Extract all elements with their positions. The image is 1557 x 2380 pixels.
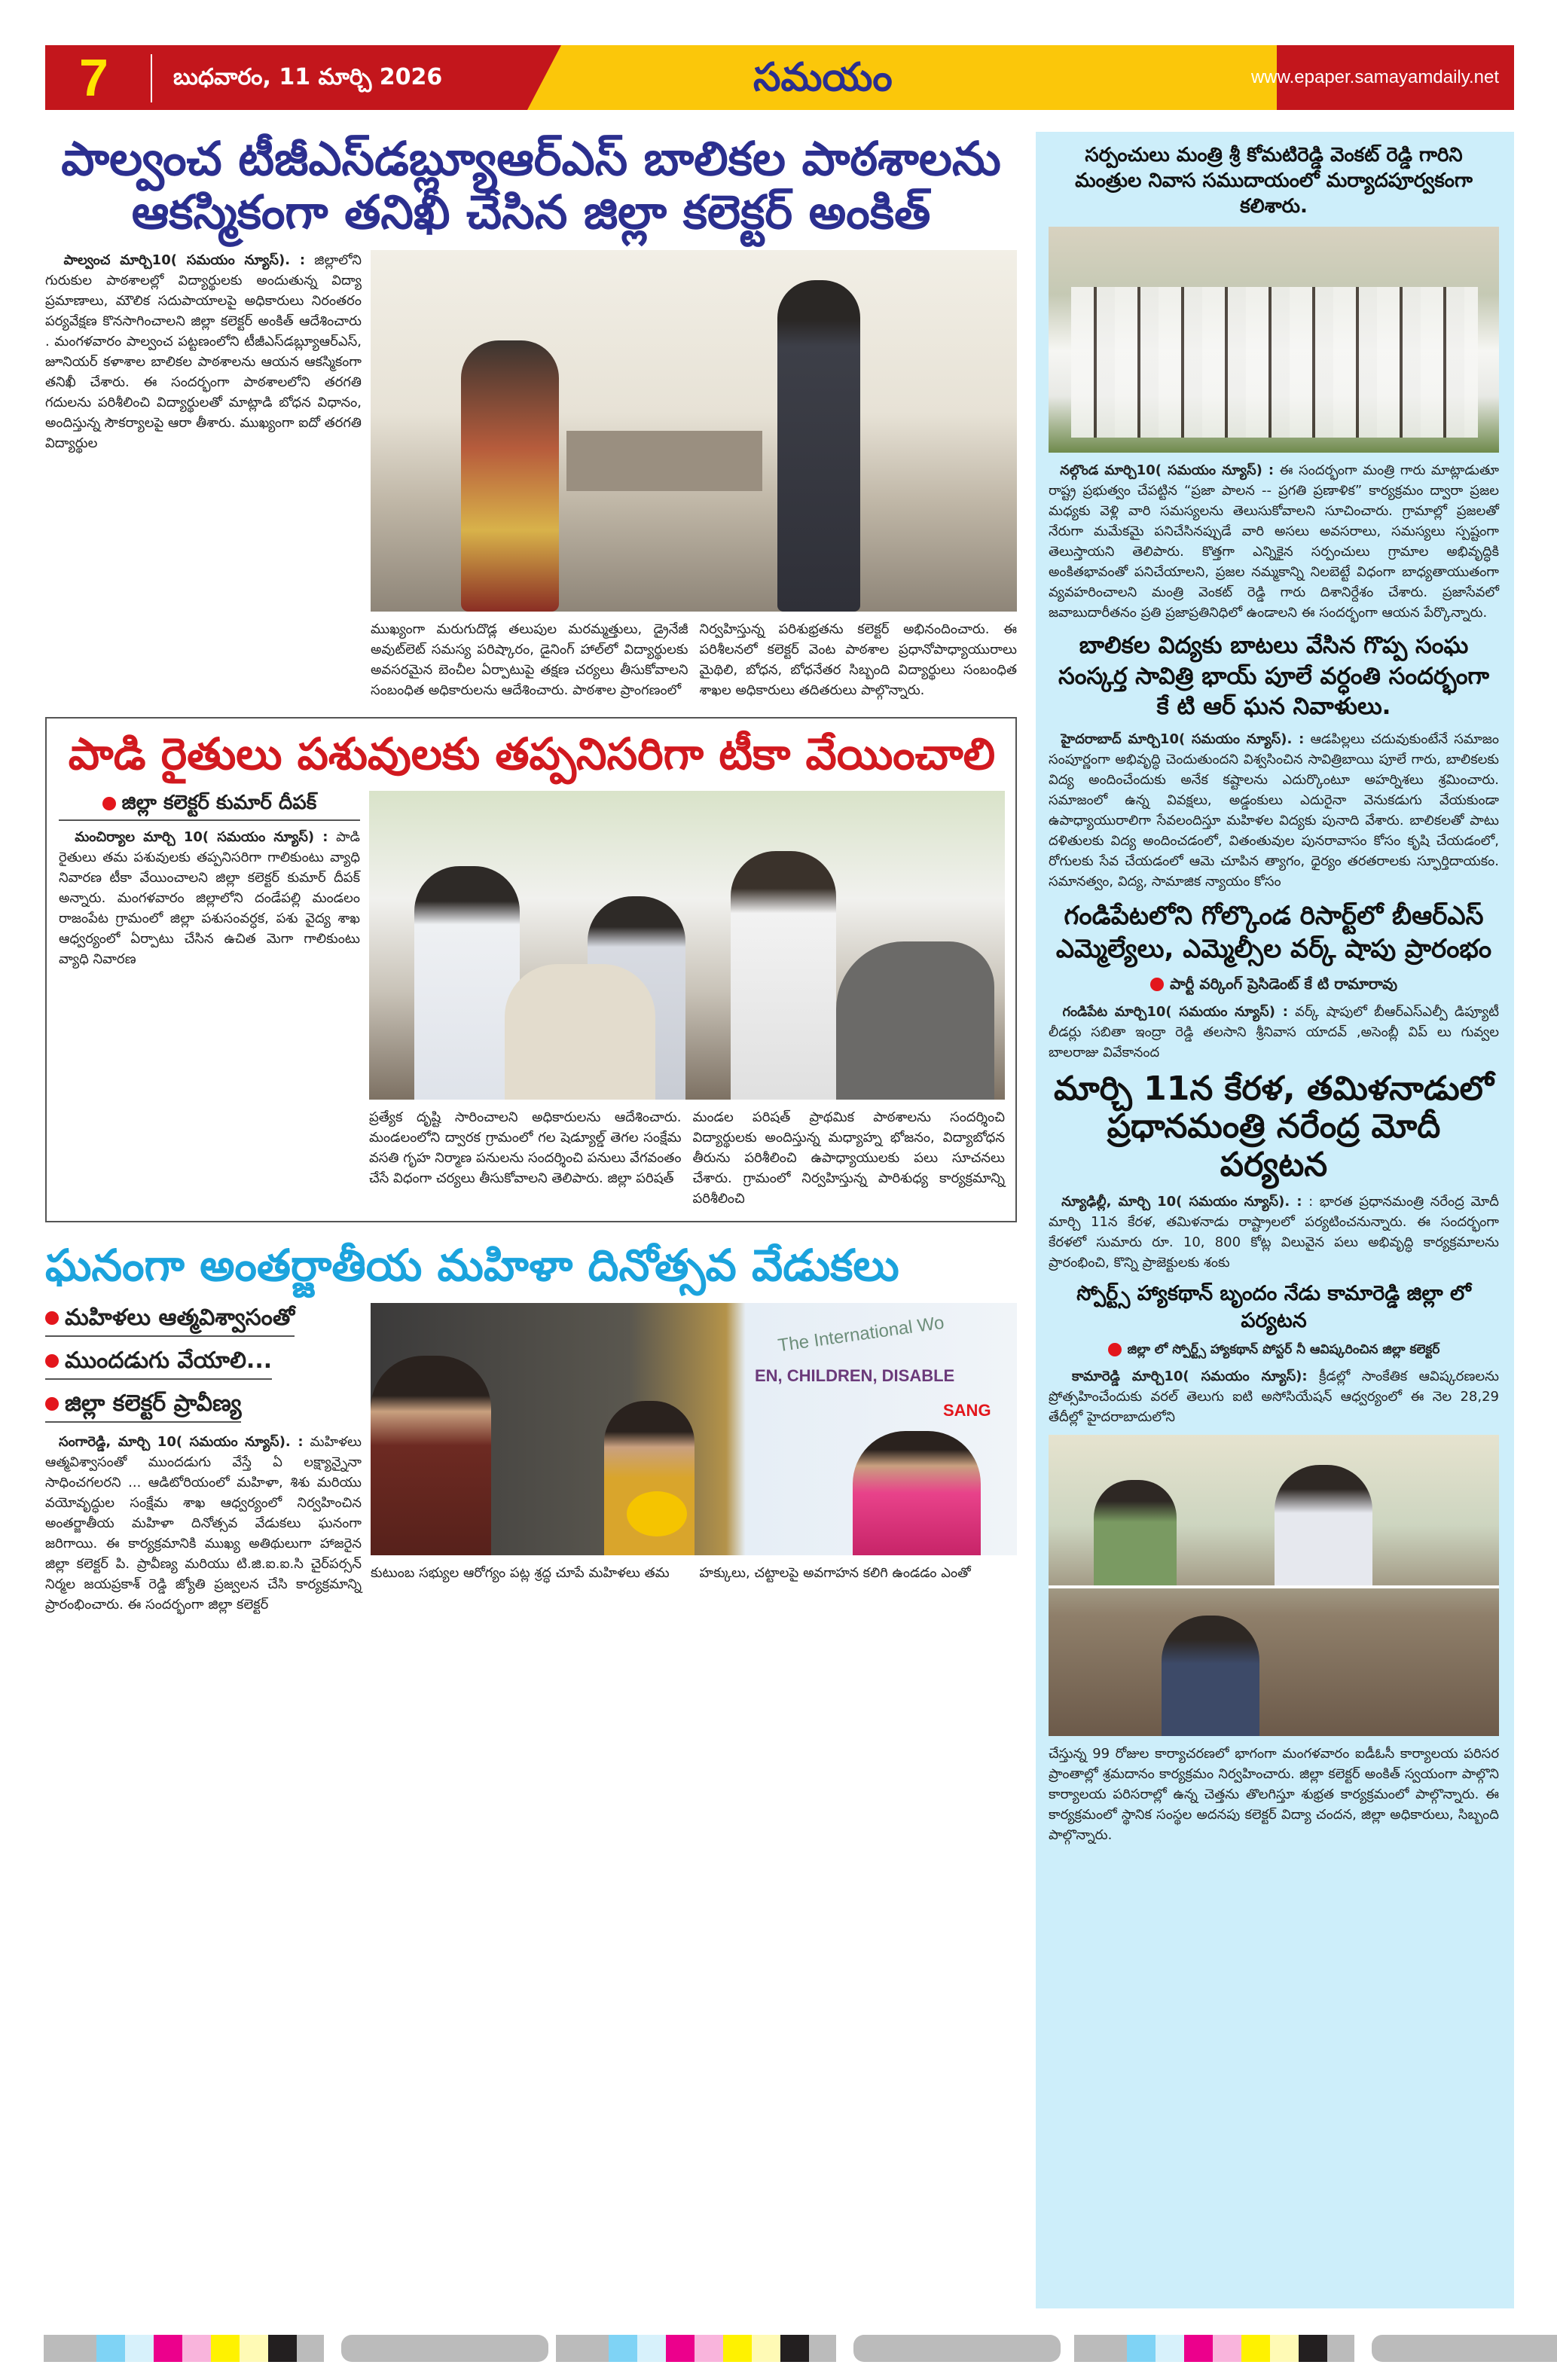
issue-date: బుధవారం, 11 మార్చి 2026: [173, 64, 443, 90]
story1-right-part: [371, 250, 1017, 700]
photo-figure: [853, 1431, 981, 1555]
story2-lead-text: [59, 827, 360, 969]
left-news-area: [45, 132, 1017, 1615]
story3-photo-event: [371, 1303, 1017, 1555]
photo-figure: [1094, 1480, 1177, 1585]
headline-line: ఆకస్మికంగా తనిఖీ చేసిన జిల్లా కలెక్టర్ అంకిత్: [131, 185, 931, 240]
story3-bullets: [45, 1303, 362, 1432]
color-swatch: [1184, 2335, 1213, 2362]
photo-figure: [1275, 1465, 1372, 1585]
story2-photo-vaccination: [369, 791, 1005, 1100]
bullet-text: జిల్లా కలెక్టర్ ప్రావీణ్య: [65, 1390, 242, 1417]
registration-gray-bar: [1372, 2335, 1557, 2362]
subhead-text: పార్టీ వర్కింగ్ ప్రెసిడెంట్ కే టి రామారావు: [1169, 974, 1398, 993]
headline-line: పాల్వంచ టీజీఎస్‌డబ్ల్యూఆర్ఎస్ బాలికల పాఠశాలను: [61, 131, 1001, 186]
photo-figure: [731, 851, 836, 1100]
r5-body: [1049, 1366, 1499, 1427]
color-swatch: [637, 2335, 666, 2362]
divider: [151, 54, 152, 102]
registration-gray-bar: [853, 2335, 1061, 2362]
photo-desk: [566, 431, 762, 491]
story1-column-2: ముఖ్యంగా మరుగుదొడ్ల తలుపుల మరమ్మత్తులు, డ్రైనేజీ అవుట్‌లెట్ సమస్య పరిష్కారం, డైనింగ్ హాల్‌లో విద్యార్థులకు అవసరమైన బెంచీల ఏర్పాటుపై తక్షణ చర్యలు తీసుకోవాలని సంబంధిత అధికారులను ఆదేశించారు. పాఠశాల ప్రాంగణంలో: [371, 621, 688, 698]
registration-color-strip: [1074, 2335, 1354, 2362]
r2-body: [1049, 729, 1499, 892]
story2-columns: [369, 1107, 1005, 1209]
r3-headline: గండిపేటలోని గోల్కొండ రిసార్ట్‌లో బీఆర్ఎస్ ఎమ్మెల్యేలు, ఎమ్మెల్సీల వర్క్ షాపు ప్రారంభం: [1055, 901, 1492, 965]
bullet-dot-icon: [1150, 978, 1164, 991]
color-swatch: [182, 2335, 211, 2362]
masthead: [45, 45, 1514, 110]
color-swatch: [1299, 2335, 1327, 2362]
body-text: ఈ సందర్భంగా మంత్రి గారు మాట్లాడుతూ రాష్ట్ర ప్రభుత్వం చేపట్టిన “ప్రజా పాలన -- ప్రగతి ప్రణాళిక” కార్యక్రమం ద్వారా ప్రజల మధ్యకు వెళ్లి వారి సమస్యలను తెలుసుకోవాలని సూచించారు. గ్రామాల్లో ప్రజలతో నేరుగా మమేకమై పనిచేసినప్పుడే వారి అసలు అవసరాలు, సమస్యలు స్పష్టంగా తెలుస్తాయని తెలిపారు. కొత్తగా ఎన్నికైన సర్పంచులు గ్రామాల అభివృద్ధికి అంకితభావంతో పనిచేయాలని, ప్రజల నమ్మకాన్ని నిలబెట్టే విధంగా బాధ్యతాయుతంగా వ్యవహరించాలని మంత్రి వెంకట్ రెడ్డి గారు దిశానిర్దేశం చేశారు. ప్రజాసేవలో జవాబుదారీతనం ప్రతి ప్రజాప్రతినిధిలో ఉండాలని ఈ సందర్భంగా ఆయన పేర్కొన్నారు.: [1049, 462, 1499, 621]
right-column-flow: [1049, 143, 1499, 1845]
r6-body: చేస్తున్న 99 రోజుల కార్యాచరణలో భాగంగా మంగళవారం ఐడీఓసీ కార్యాలయ పరిసర ప్రాంతాల్లో శ్రమదానం కార్యక్రమం నిర్వహించారు. జిల్లా కలెక్టర్ అంకిత్ స్వయంగా పాల్గొని కార్యాలయ పరిసరాల్లో ఉన్న చెత్తను తొలగిస్తూ శుభ్రత కార్యక్రమంలో పాల్గొన్నారు. ఈ కార్యక్రమంలో స్థానిక సంస్థల అదనపు కలెక్టర్ విద్యా చందన, జిల్లా అధికారులు, సిబ్బంది పాల్గొన్నారు.: [1049, 1745, 1499, 1843]
color-swatch: [809, 2335, 836, 2362]
color-swatch: [723, 2335, 752, 2362]
photo-figure: [777, 280, 860, 612]
color-swatch: [1270, 2335, 1299, 2362]
color-swatch: [780, 2335, 809, 2362]
r1-headline: సర్పంచులు మంత్రి శ్రీ కోమటిరెడ్డి వెంకట్ రెడ్డి గారిని మంత్రుల నివాస సముదాయంలో మర్యాదపూర్వకంగా కలిశారు.: [1075, 144, 1473, 218]
r6-photo-cleanup: [1049, 1435, 1499, 1736]
color-swatch: [695, 2335, 723, 2362]
body-text: క్రీడల్లో సాంకేతిక ఆవిష్కరణలను ప్రోత్సహించేందుకు వరల్ తెలుగు ఐటి అసోసియేషన్ ఆధ్వర్యంలో ఈ నెల 28,29 తేదీల్లో హైదరాబాదులోని: [1049, 1368, 1499, 1425]
body-text: : భారత ప్రధానమంత్రి నరేంద్ర మోదీ మార్చి 11న కేరళ, తమిళనాడు రాష్ట్రాలలో పర్యటించనున్నారు. ఈ సందర్భంగా కేరళలో సుమారు రూ. 10, 800 కోట్ల విలువైన పలు అభివృద్ధి కార్యక్రమాలను ప్రారంభించి, కొన్ని ప్రాజెక్టులకు శంకు: [1049, 1194, 1499, 1271]
color-swatch: [1127, 2335, 1156, 2362]
story1-row: [45, 250, 1017, 700]
color-swatch: [1213, 2335, 1241, 2362]
color-swatch: [1156, 2335, 1184, 2362]
r1-photo-group: [1049, 227, 1499, 453]
r3-subhead: [1049, 974, 1499, 994]
color-swatch: [752, 2335, 780, 2362]
photo-figure: [414, 866, 520, 1100]
dateline: గండిపేట మార్చి10( సమయం న్యూస్) :: [1062, 1003, 1288, 1020]
story3-lead-column: [45, 1303, 362, 1615]
photo-people-row: [1071, 287, 1478, 438]
banner-text: The International Wo: [777, 1312, 946, 1356]
photo-figure: [1162, 1616, 1259, 1736]
r5-headline: స్పోర్ట్స్ హ్యాకథాన్ బృందం నేడు కామారెడ్డి జిల్లా లో పర్యటన: [1076, 1282, 1471, 1332]
epaper-url-link[interactable]: www.epaper.samayamdaily.net: [1250, 67, 1499, 87]
story2-headline: పాడి రైతులు పశువులకు తప్పనిసరిగా టీకా వేయించాలి: [68, 728, 996, 780]
dateline: హైదరాబాద్ మార్చి10( సమయం న్యూస్). :: [1061, 731, 1305, 748]
photo-cow: [505, 964, 655, 1100]
color-swatch: [297, 2335, 324, 2362]
dateline: పాల్వంచ మార్చి10( సమయం న్యూస్). :: [63, 252, 306, 268]
dateline: న్యూఢిల్లీ, మార్చి 10( సమయం న్యూస్). :: [1061, 1194, 1302, 1210]
photo-figure: [461, 340, 559, 612]
bullet-dot-icon: [102, 797, 116, 810]
bullet-dot-icon: [1108, 1343, 1122, 1356]
lead-text: పాడి రైతులు తమ పశువులకు తప్పనిసరిగా గాలికుంటు వ్యాధి నివారణ టీకా వేయించాలని జిల్లా కలెక్టర్ కుమార్ దీపక్ అన్నారు. మంగళవారం జిల్లాలోని దండేపల్లి మండలం రాజంపేట గ్రామంలో జిల్లా పశుసంవర్ధక, పశు వైద్య శాఖ ఆధ్వర్యంలో ఏర్పాటు చేసిన ఉచిత మెగా గాలికుంటు వ్యాధి నివారణ: [59, 829, 360, 968]
color-swatch: [1241, 2335, 1270, 2362]
dateline: నల్గొండ మార్చి10( సమయం న్యూస్) :: [1060, 462, 1275, 479]
r2-headline: బాలికల విద్యకు బాటలు వేసిన గొప్ప సంఘ సంస్కర్త సావిత్రి భాయ్ పూలే వర్ధంతి సందర్భంగా కే టి ఆర్ ఘన నివాళులు.: [1058, 632, 1490, 720]
dateline: కామారెడ్డి మార్చి10( సమయం న్యూస్):: [1071, 1368, 1308, 1384]
story1-columns: [371, 619, 1017, 700]
subhead-text: జిల్లా కలెక్టర్ కుమార్ దీపక్: [121, 792, 317, 815]
story1-column-3: నిర్వహిస్తున్న పరిశుభ్రతను కలెక్టర్ అభినందించారు. ఈ పరిశీలనలో కలెక్టర్ వెంట పాఠశాల ప్రధానోపాధ్యాయురాలు మైథిలి, బోధన, బోధనేతర సిబ్బంది విద్యార్థులు సంబంధిత శాఖల అధికారులు తదితరులు పాల్గొన్నారు.: [699, 621, 1017, 698]
story2-box: [45, 717, 1017, 1223]
color-swatch: [125, 2335, 154, 2362]
story3-columns: [371, 1563, 1017, 1583]
subhead-text: జిల్లా లో స్పోర్ట్స్ హ్యాకథాన్ పోస్టర్ నీ ఆవిష్కరించిన జిల్లా కలెక్టర్: [1127, 1341, 1440, 1357]
banner-text: EN, CHILDREN, DISABLE: [755, 1365, 955, 1385]
r4-headline: మార్చి 11న కేరళ, తమిళనాడులో ప్రధానమంత్రి నరేంద్ర మోదీ పర్యటన: [1054, 1069, 1494, 1184]
bullet-dot-icon: [45, 1397, 59, 1411]
r4-body: [1049, 1192, 1499, 1273]
photo-cow: [836, 941, 994, 1100]
r3-body: [1049, 1002, 1499, 1063]
color-swatch: [556, 2335, 609, 2362]
story2-row: [59, 791, 1005, 1209]
body-text: వర్క్ షాపులో బీఆర్ఎస్ఎల్పీ డిప్యూటీ లీడర్లు సబితా ఇంద్రా రెడ్డి తలసాని శ్రీనివాస యాదవ్ ,అసెంబ్లీ విప్ లు గువ్వల బాలరాజు వివేకానంద: [1049, 1003, 1500, 1060]
color-swatch: [666, 2335, 695, 2362]
color-swatch: [268, 2335, 297, 2362]
story3-column-3: హక్కులు, చట్టాలపై అవగాహన కలిగి ఉండడం ఎంతో: [699, 1564, 971, 1581]
dateline: మంచిర్యాల మార్చి 10( సమయం న్యూస్) :: [75, 829, 328, 846]
registration-gray-bar: [341, 2335, 548, 2362]
story2-subhead: [59, 791, 360, 821]
lead-text: జిల్లాలోని గురుకుల పాఠశాలల్లో విద్యార్థులకు అందుతున్న విద్యా ప్రమాణాలు, మౌలిక సదుపాయాలపై అధికారులు నిరంతరం పర్యవేక్షణ కొనసాగించాలని జిల్లా కలెక్టర్ అంకిత్ ఆదేశించారు . మంగళవారం పాల్వంచ పట్టణంలోని టీజీఎస్‌డబ్ల్యూఆర్ఎస్, జూనియర్ కళాశాల బాలికల పాఠశాలను ఆయన ఆకస్మికంగా తనిఖీ చేశారు. ఈ సందర్భంగా పాఠశాలలోని తరగతి గదులను పరిశీలించి విద్యార్థులతో మాట్లాడి బోధన విధానం, అందిస్తున్న సౌకర్యాలపై ఆరా తీశారు. ముఖ్యంగా ఐదో తరగతి విద్యార్థుల: [45, 252, 362, 451]
story1-headline: [45, 132, 1017, 240]
color-swatch: [1327, 2335, 1354, 2362]
story3-column-2: కుటుంబ సభ్యుల ఆరోగ్యం పట్ల శ్రద్ధ చూపే మహిళలు తమ: [371, 1564, 670, 1581]
photo-figure: [371, 1356, 491, 1555]
color-swatch: [96, 2335, 125, 2362]
banner-text: SANG: [943, 1400, 991, 1420]
color-swatch: [1074, 2335, 1127, 2362]
story2-lead-column: [59, 791, 360, 969]
masthead-yellow-band: [527, 45, 1277, 110]
registration-color-strip: [556, 2335, 836, 2362]
bullet-text: ముందడుగు వేయాలి...: [65, 1347, 273, 1374]
lead-text: మహిళలు ఆత్మవిశ్వాసంతో ముందడుగు వేస్తే ఏ లక్ష్యాన్నైనా సాధించగలరని ... ఆడిటోరియంలో మహిళా, శిశు మరియు వయోవృద్ధుల సంక్షేమ శాఖ ఆధ్వర్యంలో నిర్వహించిన అంతర్జాతీయ మహిళా దినోత్సవ వేడుకలు ఘనంగా జరిగాయి. ఈ కార్యక్రమానికి ముఖ్య అతిథులుగా హాజరైన జిల్లా కలెక్టర్ పి. ప్రావీణ్య మరియు టి.జి.ఐ.ఐ.సి చైర్‌పర్సన్ నిర్మల జయప్రకాశ్ రెడ్డి జ్యోతి ప్రజ్వలన చేసి కార్యక్రమాన్ని ప్రారంభించారు. ఈ సందర్భంగా జిల్లా కలెక్టర్: [45, 1433, 362, 1613]
registration-color-strip: [44, 2335, 324, 2362]
story3-headline: ఘనంగా అంతర్జాతీయ మహిళా దినోత్సవ వేడుకలు: [45, 1240, 899, 1292]
story3-lead-text: [45, 1432, 362, 1615]
body-text: ఆడపిల్లలు చదువుకుంటేనే సమాజం సంపూర్ణంగా అభివృద్ధి చెందుతుందని విశ్వసించిన సావిత్రిబాయి పూలే గారు, బాలికలకు విద్య అందించేందుకు అనేక కష్టాలను ఎదుర్కొంటూ అహర్నిశలు శ్రమించారు. సమాజంలో ఉన్న వివక్షలు, అడ్డంకులు ఎదురైనా వెనుకడుగు వేయకుండా ఉపాధ్యాయురాలిగా సేవలందిస్తూ మహిళల విద్యకు పునాది వేశారు. బాలికలతో పాటు దళితులకు విద్య అందించడంలో, వితంతువుల పునరావాసం కోసం కృషి చేయడంలో, రోగులకు సేవ చేయడంలో ఆమె చూపిన త్యాగం, ధైర్యం తరతరాలకు స్ఫూర్తిదాయకం. సమానత్వం, విద్య, సామాజిక న్యాయం కోసం: [1049, 731, 1499, 890]
dateline: సంగారెడ్డి, మార్చి 10( సమయం న్యూస్). :: [59, 1433, 304, 1450]
bullet-dot-icon: [45, 1354, 59, 1368]
page-number: 7: [79, 48, 108, 107]
newspaper-logo: సమయం: [753, 55, 893, 100]
color-swatch: [44, 2335, 96, 2362]
story2-right-part: [369, 791, 1005, 1209]
photo-divider: [1049, 1585, 1499, 1588]
r5-subhead: [1049, 1341, 1499, 1359]
story3-right-part: [371, 1303, 1017, 1583]
photo-flowers: [627, 1491, 687, 1536]
bullet-text: మహిళలు ఆత్మవిశ్వాసంతో: [65, 1304, 295, 1331]
story1-photo-classroom: [371, 250, 1017, 612]
story1-lead-column: [45, 250, 362, 453]
color-swatch: [211, 2335, 240, 2362]
bullet-dot-icon: [45, 1311, 59, 1325]
color-swatch: [240, 2335, 268, 2362]
color-swatch: [609, 2335, 637, 2362]
story2-column-3: మండల పరిషత్ ప్రాథమిక పాఠశాలను సందర్శించి విద్యార్థులకు అందిస్తున్న మధ్యాహ్న భోజనం, విద్యాబోధన తీరును పరిశీలించి ఉపాధ్యాయులకు పలు సూచనలు చేశారు. గ్రామంలో నిర్వహిస్తున్న పారిశుధ్య కార్యక్రమాన్ని పరిశీలించి: [692, 1109, 1005, 1207]
color-swatch: [154, 2335, 182, 2362]
story2-column-2: ప్రత్యేక దృష్టి సారించాలని అధికారులను ఆదేశించారు. మండలంలోని ద్వారక గ్రామంలో గల షెడ్యూల్డ్ తెగల సంక్షేమ వసతి గృహ నిర్మాణ పనులను సందర్శించి పనులు వేగవంతం చేసే విధంగా చర్యలు తీసుకోవాలని తెలిపారు. జిల్లా పరిషత్: [369, 1109, 682, 1187]
r1-body: [1049, 460, 1499, 623]
story3-row: [45, 1303, 1017, 1615]
